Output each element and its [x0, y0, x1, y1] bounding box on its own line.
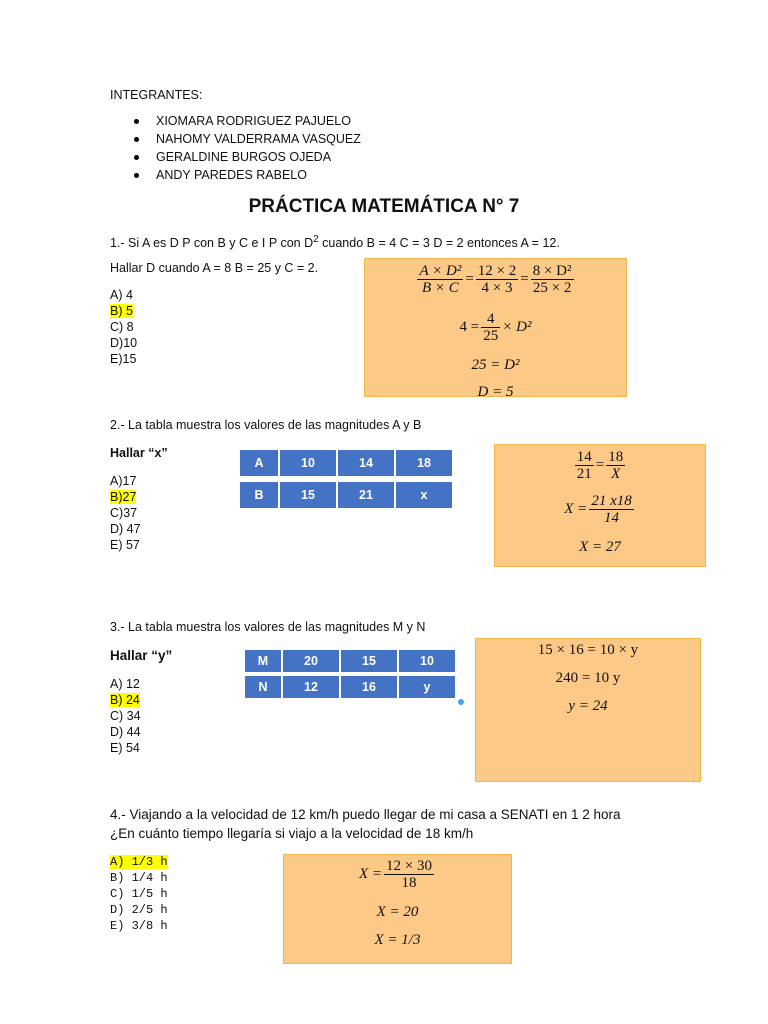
q4-option-a-selected: A) 1/3 h	[110, 855, 168, 869]
page-title: PRÁCTICA MATEMÁTICA N° 7	[248, 196, 520, 217]
q4-option-c: C) 1/5 h	[110, 887, 168, 901]
q3-cell: N	[245, 676, 281, 698]
q4-solution-line-2: X = 20	[376, 904, 419, 920]
q1-ask: Hallar D cuando A = 8 B = 25 y C = 2.	[110, 261, 319, 275]
q2-solution-box	[494, 444, 706, 567]
q3-cell: M	[245, 650, 281, 672]
q2-option-a: A)17	[110, 474, 137, 488]
q3-solution-line-3: y = 24	[568, 698, 608, 714]
q3-options	[110, 676, 141, 756]
q3-table-row-n	[245, 676, 455, 698]
q4-solution-line-1: X = $\frac{12 \times 30}{18}$	[358, 858, 432, 891]
q2-cell: x	[396, 482, 452, 508]
members-list	[110, 112, 361, 184]
q2-option-d: D) 47	[110, 522, 141, 536]
q1-solution-line-1: $\frac{\text{A × D²}}{B \times C}$ = $\frac{12 \times 2}{4 \times 3}$ = $\frac{\text{8 × D²}}{25 \times 2}$	[419, 263, 572, 296]
member-item: NAHOMY VALDERRAMA VASQUEZ	[110, 130, 361, 148]
q2-cell: 21	[338, 482, 394, 508]
q4-solution-line-3: X = 1/3	[374, 932, 421, 948]
q3-option-a: A) 12	[110, 677, 140, 691]
q4-options	[110, 854, 168, 934]
q3-cell: 16	[341, 676, 397, 698]
q2-option-b-selected: B)27	[110, 490, 137, 504]
q1-options	[110, 287, 137, 367]
q3-cell: 12	[283, 676, 339, 698]
q2-table-row-a	[240, 450, 452, 476]
member-item: ANDY PAREDES RABELO	[110, 166, 361, 184]
selection-handle-dot	[458, 699, 464, 705]
q1-statement: 1.- Si A es D P con B y C e I P con $D^2$ cuando B = 4 C = 3 D = 2 entonces A = 12.	[110, 234, 560, 251]
q3-statement: 3.- La tabla muestra los valores de las magnitudes M y N	[110, 620, 426, 634]
q1-option-a: A) 4	[110, 288, 133, 302]
q4-solution-box	[283, 854, 512, 964]
q2-solution-line-1: $\frac{14}{21}$ = $\frac{18}{X}$	[576, 449, 624, 482]
q2-solution-line-3: X = 27	[579, 539, 621, 555]
q2-options	[110, 473, 141, 553]
q2-cell: 18	[396, 450, 452, 476]
q3-solution-line-1: 15 × 16 = 10 × y	[537, 642, 639, 658]
q4-option-d: D) 2/5 h	[110, 903, 168, 917]
q3-solution-box	[475, 638, 701, 782]
q3-cell: y	[399, 676, 455, 698]
q3-option-c: C) 34	[110, 709, 141, 723]
q3-cell: 20	[283, 650, 339, 672]
q1-option-b-selected: B) 5	[110, 304, 133, 318]
q3-cell: 15	[341, 650, 397, 672]
q2-cell: 15	[280, 482, 336, 508]
q3-cell: 10	[399, 650, 455, 672]
q3-table-row-m	[245, 650, 455, 672]
q2-cell: A	[240, 450, 278, 476]
q2-option-e: E) 57	[110, 538, 140, 552]
q2-solution-line-2: X = $\frac{21 x18}{14}$	[564, 493, 632, 526]
q1-solution-line-4: D = 5	[477, 384, 514, 397]
member-item: GERALDINE BURGOS OJEDA	[110, 148, 361, 166]
q2-option-c: C)37	[110, 506, 138, 520]
q4-option-b: B) 1/4 h	[110, 871, 168, 885]
q2-cell: 14	[338, 450, 394, 476]
q4-statement-line-1: 4.- Viajando a la velocidad de 12 km/h puedo llegar de mi casa a SENATI en 1 2 hora	[110, 807, 621, 822]
q4-statement-line-2: ¿En cuánto tiempo llegaría si viajo a la velocidad de 18 km/h	[110, 826, 474, 841]
q3-option-e: E) 54	[110, 741, 140, 755]
q1-solution-line-3: 25 = D²	[471, 357, 520, 373]
q2-table-row-b	[240, 482, 452, 508]
q2-statement: 2.- La tabla muestra los valores de las magnitudes A y B	[110, 418, 422, 432]
q2-cell: B	[240, 482, 278, 508]
q1-option-e: E)15	[110, 352, 137, 366]
q2-ask: Hallar “x”	[110, 446, 168, 460]
q3-option-d: D) 44	[110, 725, 141, 739]
q3-ask: Hallar “y”	[110, 648, 173, 663]
q1-solution-line-2: 4 = $\frac{4}{25}$ × D²	[459, 311, 532, 344]
q4-option-e: E) 3/8 h	[110, 919, 168, 933]
members-label: INTEGRANTES:	[110, 88, 203, 102]
q3-solution-line-2: 240 = 10 y	[555, 670, 621, 686]
q1-option-d: D)10	[110, 336, 138, 350]
q2-cell: 10	[280, 450, 336, 476]
member-item: XIOMARA RODRIGUEZ PAJUELO	[110, 112, 361, 130]
q3-option-b-selected: B) 24	[110, 693, 140, 707]
q1-solution-box	[364, 258, 627, 397]
q1-option-c: C) 8	[110, 320, 134, 334]
